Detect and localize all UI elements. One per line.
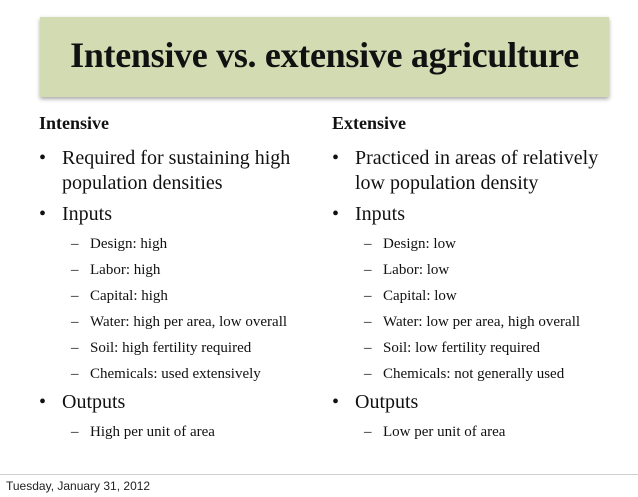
intensive-inputs-list [39,234,329,384]
dash-icon: – [364,262,372,278]
output-text: Low per unit of area [383,424,506,440]
bullet-icon: • [39,203,47,225]
dash-icon: – [364,236,372,252]
input-water: Water: high per area, low overall [90,314,288,330]
bullet-icon: • [39,391,47,413]
list-item [332,260,632,280]
extensive-column [332,112,632,442]
input-capital: Capital: low [383,288,457,304]
intensive-column [39,112,329,442]
dash-icon: – [71,288,79,304]
bullet-icon: • [332,391,340,413]
list-item [39,364,329,384]
dash-icon: – [364,366,372,382]
intensive-inputs-bullet [39,202,329,227]
list-item [39,260,329,280]
dash-icon: – [71,424,79,440]
dash-icon: – [364,314,372,330]
extensive-heading: Extensive [332,113,406,133]
bullet-icon: • [332,203,340,225]
input-water: Water: low per area, high overall [383,314,581,330]
footer-date: Tuesday, January 31, 2012 [6,479,151,493]
list-item [332,286,632,306]
list-item [332,422,632,442]
extensive-outputs-bullet [332,390,632,415]
dash-icon: – [71,314,79,330]
input-design: Design: high [90,236,168,252]
intensive-inputs-label: Inputs [62,203,112,225]
intensive-outputs-label: Outputs [62,391,126,413]
list-item [39,312,329,332]
intensive-outputs-list [39,422,329,442]
bullet-icon: • [332,147,340,169]
list-item [39,338,329,358]
intensive-heading: Intensive [39,113,110,133]
dash-icon: – [71,262,79,278]
extensive-outputs-list [332,422,632,442]
dash-icon: – [71,340,79,356]
input-chemicals: Chemicals: used extensively [90,366,261,382]
input-labor: Labor: high [90,262,161,278]
slide-title: Intensive vs. extensive agriculture [70,35,579,75]
input-design: Design: low [383,236,456,252]
dash-icon: – [71,366,79,382]
list-item [39,422,329,442]
list-item [332,234,632,254]
list-item [39,286,329,306]
extensive-practiced-bullet [332,146,632,196]
output-text: High per unit of area [90,424,215,440]
dash-icon: – [71,236,79,252]
intensive-required-text: Required for sustaining high population densities [62,147,291,194]
footer-divider [0,474,638,475]
input-soil: Soil: low fertility required [383,340,541,356]
extensive-inputs-label: Inputs [355,203,405,225]
list-item [332,364,632,384]
intensive-outputs-bullet [39,390,329,415]
input-labor: Labor: low [383,262,450,278]
dash-icon: – [364,424,372,440]
input-capital: Capital: high [90,288,168,304]
bullet-icon: • [39,147,47,169]
input-chemicals: Chemicals: not generally used [383,366,565,382]
list-item [332,312,632,332]
dash-icon: – [364,288,372,304]
dash-icon: – [364,340,372,356]
extensive-outputs-label: Outputs [355,391,419,413]
list-item [39,234,329,254]
input-soil: Soil: high fertility required [90,340,252,356]
extensive-practiced-text: Practiced in areas of relatively low population density [355,147,599,194]
extensive-inputs-bullet [332,202,632,227]
intensive-required-bullet [39,146,329,196]
list-item [332,338,632,358]
extensive-inputs-list [332,234,632,384]
